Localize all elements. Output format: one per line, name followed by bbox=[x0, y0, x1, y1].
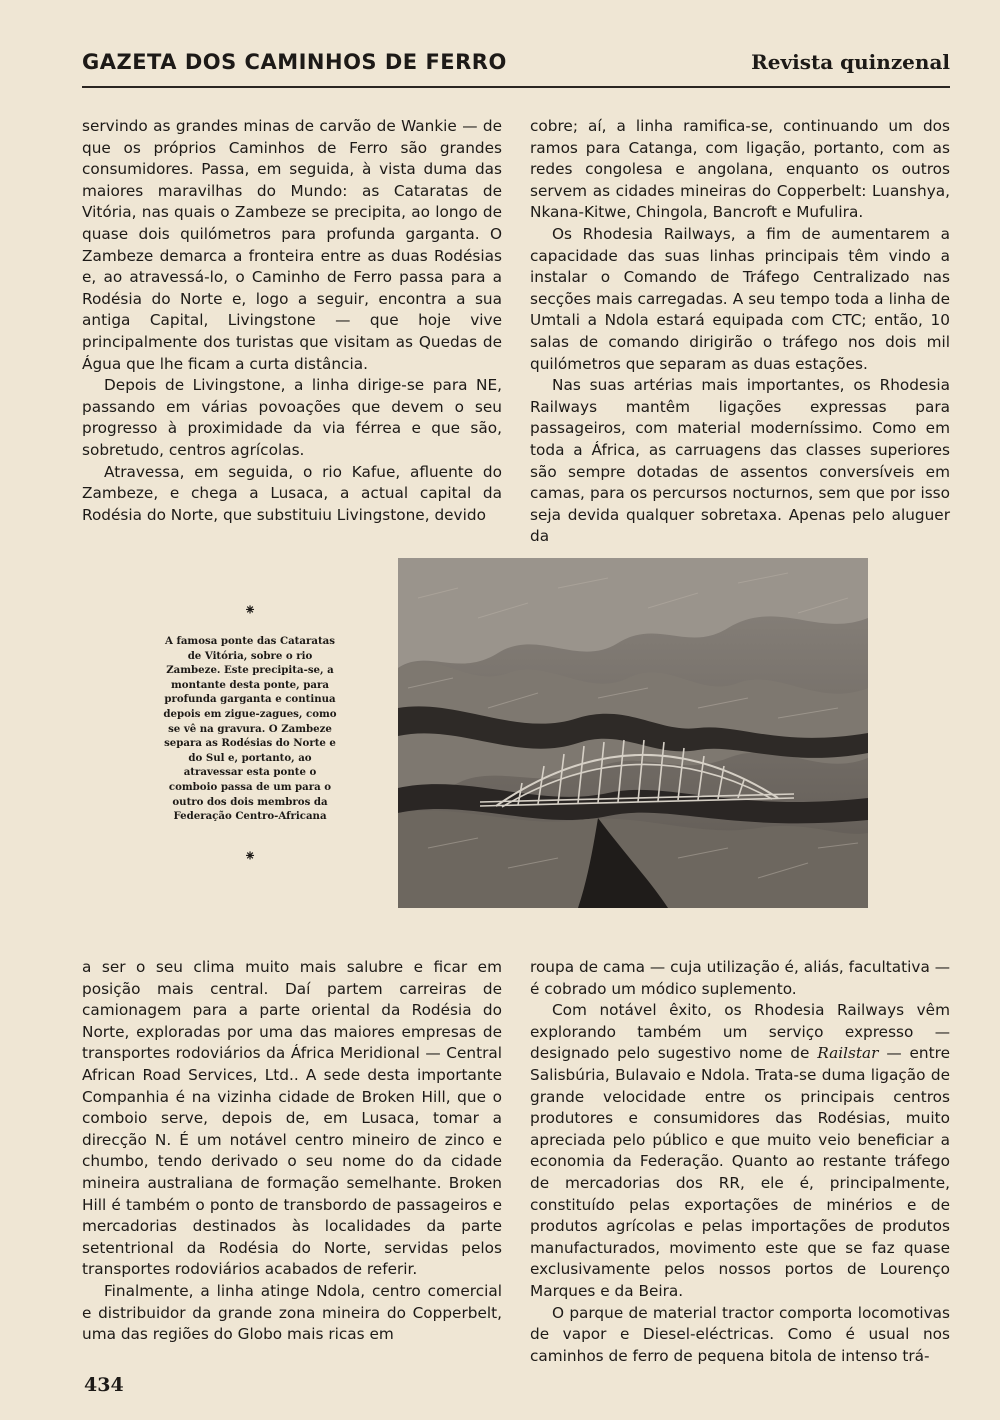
paragraph: servindo as grandes minas de carvão de Wankie — de que os próprios Caminhos de Ferro são grandes consumidores. Passa, em seguida, à vista duma das maiores maravilhas do Mundo: as Cataratas de Vitória, nas quais o Zambeze se precipita, ao longo de quase dois quilómetros para profunda garganta. O Zambeze demarca a fronteira entre as duas Rodésias e, ao atravessá-lo, o Caminho de Ferro passa para a Rodésia do Norte e, logo a seguir, encontra a sua antiga Capital, Livingstone — que hoje vive principalmente dos turistas que visitam as Quedas de Água que lhe ficam a curta distância. bbox=[82, 117, 502, 373]
paragraph: a ser o seu clima muito mais salubre e ficar em posição mais central. Daí partem carreiras de camionagem para a parte oriental da Rodésia do Norte, exploradas por uma das maiores empresas de transportes rodoviários da África Meridional — Central African Road Services, Ltd.. A sede desta importante Companhia é na vizinha cidade de Broken Hill, que o comboio serve, depois de, em Lusaca, tomar a direcção N. É um notável centro mineiro de zinco e chumbo, tendo derivado o seu nome do da cidade mineira australiana de formação semelhante. Broken Hill é também o ponto de transbordo de passageiros e mercadorias destinados às localidades da parte setentrional da Rodésia do Norte, servidas pelos transportes rodoviários acabados de referir. bbox=[82, 958, 502, 1279]
top-right-column bbox=[530, 116, 950, 548]
figure-caption: A famosa ponte das Cataratas de Vitória, sobre o rio Zambeze. Este precipita-se, a montante desta ponte, para profunda garganta e continua depois em zigue-zagues, como se vê na gravura. O Zambeze separa as Rodésias do Norte e do Sul e, portanto, ao atravessar esta ponte o comboio passa de um para o outro dos dois membros da Federação Centro-Africana bbox=[163, 635, 337, 823]
paragraph-text: — entre Salisbúria, Bulavaio e Ndola. Trata-se duma ligação de grande velocidade entre os principais centros produtores e consumidores das Rodésias, muito apreciada pelo público e que muito veio beneficiar a economia da Federação. Quanto ao restante tráfego de mercadorias dos RR, ele é, principalmente, constituído pelas exportações de minérios e de produtos agrícolas e pelas importações de produtos manufacturados, movimento este que se faz quase exclusivamente pelos nossos portos de Lourenço Marques e da Beira. bbox=[530, 1044, 950, 1300]
paragraph: Atravessa, em seguida, o rio Kafue, afluente do Zambeze, e chega a Lusaca, a actual capital da Rodésia do Norte, que substituiu Livingstone, devido bbox=[82, 462, 502, 524]
paragraph: Depois de Livingstone, a linha dirige-se para NE, passando em várias povoações que devem o seu progresso à proximidade da via férrea e que são, sobretudo, centros agrícolas. bbox=[82, 376, 502, 459]
journal-title: GAZETA DOS CAMINHOS DE FERRO bbox=[82, 50, 507, 74]
bottom-right-column bbox=[530, 957, 950, 1367]
gorge-bridge-illustration bbox=[398, 558, 868, 908]
ornament-asterism-icon: ⁕ bbox=[243, 846, 257, 865]
running-head bbox=[82, 50, 950, 84]
ornament-asterism-icon: ⁕ bbox=[243, 601, 257, 619]
paragraph-text: Com notável êxito, os Rhodesia Railways vêm explorando também um serviço expresso — designado pelo sugestivo nome de bbox=[530, 1001, 950, 1063]
paragraph: Finalmente, a linha atinge Ndola, centro comercial e distribuidor da grande zona mineira do Copperbelt, uma das regiões do Globo mais ricas em bbox=[82, 1281, 502, 1344]
paragraph bbox=[530, 1000, 950, 1302]
page-number: 434 bbox=[84, 1374, 124, 1396]
top-left-column bbox=[82, 116, 502, 526]
paragraph: Os Rhodesia Railways, a fim de aumentarem a capacidade das suas linhas principais têm vindo a instalar o Comando de Tráfego Centralizado nas secções mais carregadas. A seu tempo toda a linha de Umtali a Ndola estará equipada com CTC; então, 10 salas de comando dirigirão o tráfego nos dois mil quilómetros que separam as duas estações. bbox=[530, 224, 950, 373]
paragraph: Nas suas artérias mais importantes, os Rhodesia Railways mantêm ligações expressas para passageiros, com material moderníssimo. Como em toda a África, as carruagens das classes superiores são sempre dotadas de assentos conversíveis em camas, para os percursos nocturnos, sem que por isso seja devida qualquer sobretaxa. Apenas pelo aluguer da bbox=[530, 376, 950, 546]
paragraph: roupa de cama — cuja utilização é, aliás, facultativa — é cobrado um módico suplemento. bbox=[530, 958, 950, 998]
paragraph: O parque de material tractor comporta locomotivas de vapor e Diesel-eléctricas. Como é usual nos caminhos de ferro de pequena bitola de intenso trá- bbox=[530, 1303, 950, 1365]
bottom-left-column bbox=[82, 957, 502, 1346]
figure-caption-block bbox=[160, 600, 340, 866]
periodicity-label: Revista quinzenal bbox=[751, 50, 950, 74]
paragraph: cobre; aí, a linha ramifica-se, continuando um dos ramos para Catanga, com ligação, portanto, com as redes congolesa e angolana, enquanto os outros servem as cidades mineiras do Copperbelt: Luanshya, Nkana-Kitwe, Chingola, Bancroft e Mufulira. bbox=[530, 117, 950, 222]
header-rule bbox=[82, 86, 950, 88]
railstar-service-name: Railstar bbox=[817, 1044, 879, 1063]
bridge-photograph bbox=[398, 558, 868, 908]
